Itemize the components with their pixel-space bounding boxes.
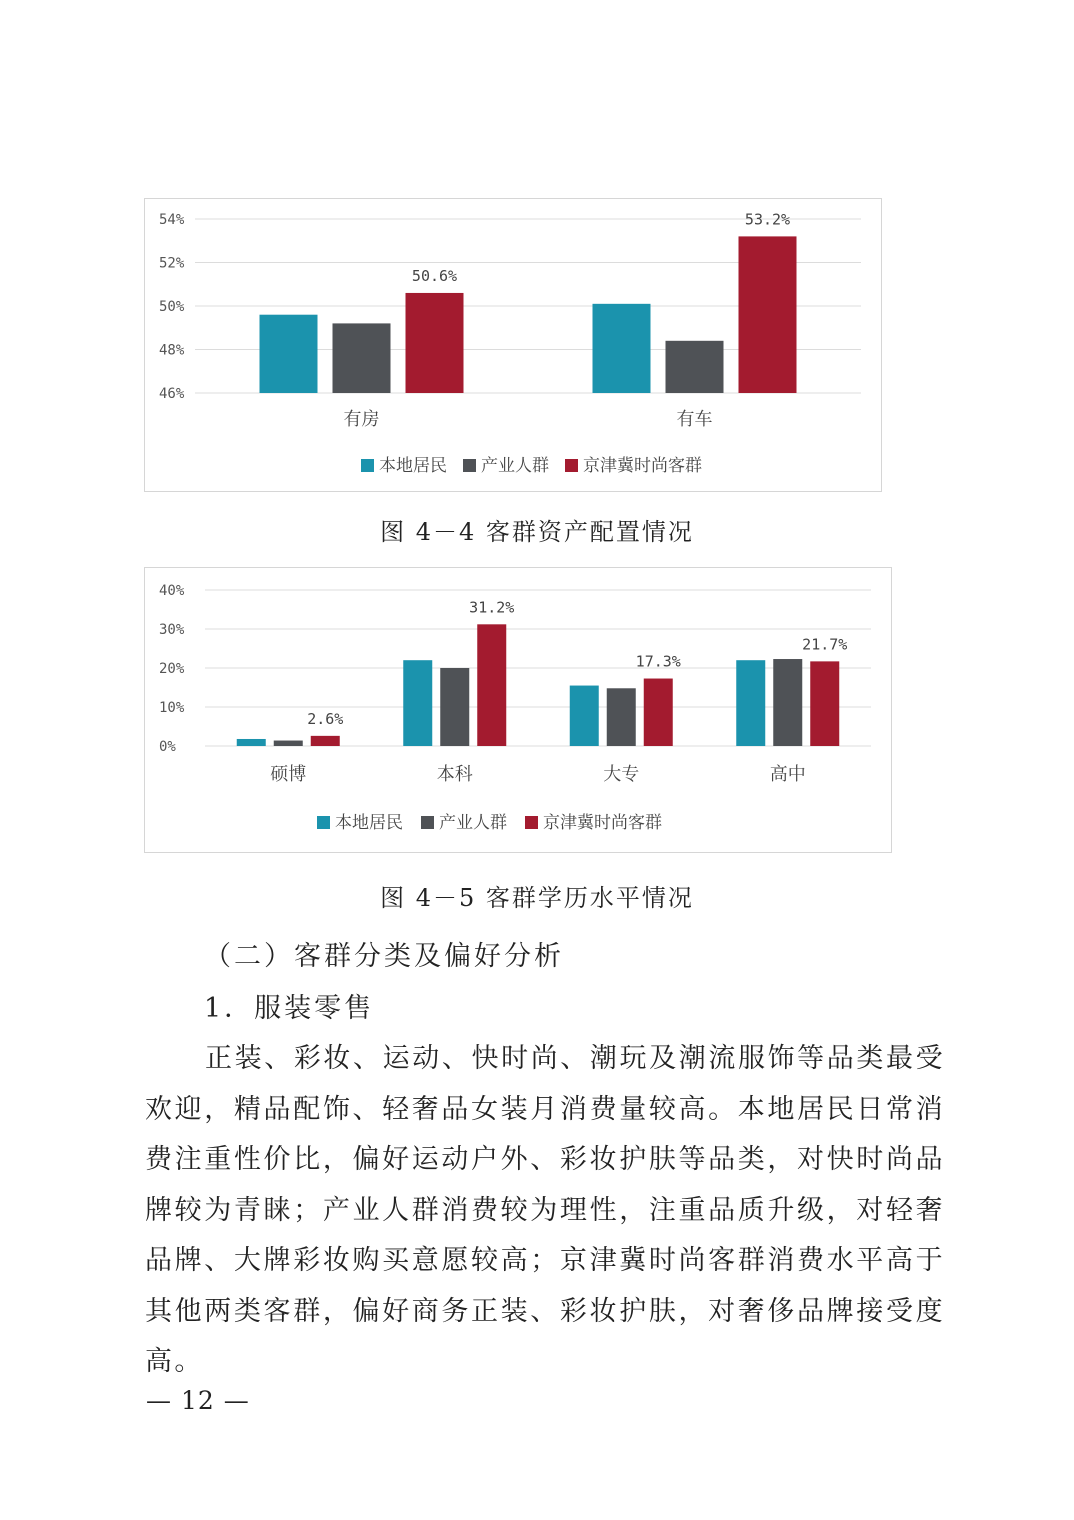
category-label: 大专 bbox=[603, 764, 640, 785]
bar bbox=[403, 660, 432, 746]
bar bbox=[666, 341, 724, 393]
subsection-heading: 1．服装零售 bbox=[204, 993, 375, 1024]
legend-swatch bbox=[317, 816, 330, 829]
body-paragraph: 正装、彩妆、运动、快时尚、潮玩及潮流服饰等品类最受欢迎，精品配饰、轻奢品女装月消费量较高。本地居民日常消费注重性价比，偏好运动户外、彩妆护肤等品类，对快时尚品牌较为青睐；产业人群消费较为理性，注重品质升级，对轻奢品牌、大牌彩妆购买意愿较高；京津冀时尚客群消费水平高于其他两类客群，偏好商务正装、彩妆护肤，对奢侈品牌接受度高。 bbox=[145, 1043, 945, 1377]
bar bbox=[333, 323, 391, 393]
bar bbox=[607, 688, 636, 746]
legend-swatch bbox=[361, 459, 374, 472]
y-tick-label: 40% bbox=[159, 583, 185, 599]
data-label: 50.6% bbox=[411, 266, 458, 285]
legend-label: 京津冀时尚客群 bbox=[543, 813, 662, 833]
y-tick-label: 46% bbox=[159, 386, 185, 402]
legend-swatch bbox=[525, 816, 538, 829]
section-heading: （二）客群分类及偏好分析 bbox=[204, 941, 564, 972]
bar bbox=[773, 659, 802, 746]
legend-swatch bbox=[421, 816, 434, 829]
bar bbox=[260, 315, 318, 393]
legend-label: 产业人群 bbox=[481, 456, 549, 476]
legend-label: 本地居民 bbox=[379, 456, 447, 476]
education-level-chart bbox=[144, 567, 892, 853]
category-label: 高中 bbox=[769, 764, 806, 785]
legend-label: 本地居民 bbox=[335, 813, 403, 833]
data-label: 2.6% bbox=[307, 709, 344, 728]
legend-swatch bbox=[565, 459, 578, 472]
asset-allocation-chart-svg bbox=[145, 199, 881, 491]
bar bbox=[810, 661, 839, 746]
bar bbox=[406, 293, 464, 393]
page-number: — 12 — bbox=[146, 1386, 250, 1415]
bar bbox=[274, 741, 303, 746]
y-tick-label: 0% bbox=[159, 739, 176, 755]
bar bbox=[739, 236, 797, 393]
y-tick-label: 52% bbox=[159, 255, 185, 272]
legend-swatch bbox=[463, 459, 476, 472]
education-level-chart-svg bbox=[145, 568, 891, 852]
category-label: 本科 bbox=[436, 764, 473, 785]
data-label: 53.2% bbox=[744, 210, 791, 229]
bar bbox=[736, 660, 765, 746]
figure-caption-4-5: 图 4－5 客群学历水平情况 bbox=[380, 884, 694, 912]
legend-label: 京津冀时尚客群 bbox=[583, 456, 702, 476]
category-label: 有房 bbox=[343, 409, 380, 430]
bar bbox=[593, 304, 651, 393]
bar bbox=[237, 739, 266, 746]
y-tick-label: 30% bbox=[159, 622, 185, 638]
data-label: 21.7% bbox=[802, 635, 848, 654]
y-tick-label: 20% bbox=[159, 661, 185, 677]
bar bbox=[311, 736, 340, 746]
bar bbox=[644, 679, 673, 746]
y-tick-label: 50% bbox=[159, 299, 185, 315]
category-label: 硕博 bbox=[270, 764, 307, 785]
bar bbox=[570, 686, 599, 746]
asset-allocation-chart bbox=[144, 198, 882, 492]
y-tick-label: 54% bbox=[159, 212, 185, 228]
y-tick-label: 48% bbox=[159, 342, 185, 359]
bar bbox=[477, 624, 506, 746]
figure-caption-4-4: 图 4－4 客群资产配置情况 bbox=[380, 518, 694, 546]
category-label: 有车 bbox=[676, 409, 713, 430]
y-tick-label: 10% bbox=[159, 700, 185, 716]
legend-label: 产业人群 bbox=[439, 813, 507, 833]
bar bbox=[440, 668, 469, 746]
data-label: 31.2% bbox=[469, 598, 515, 617]
data-label: 17.3% bbox=[635, 652, 681, 671]
